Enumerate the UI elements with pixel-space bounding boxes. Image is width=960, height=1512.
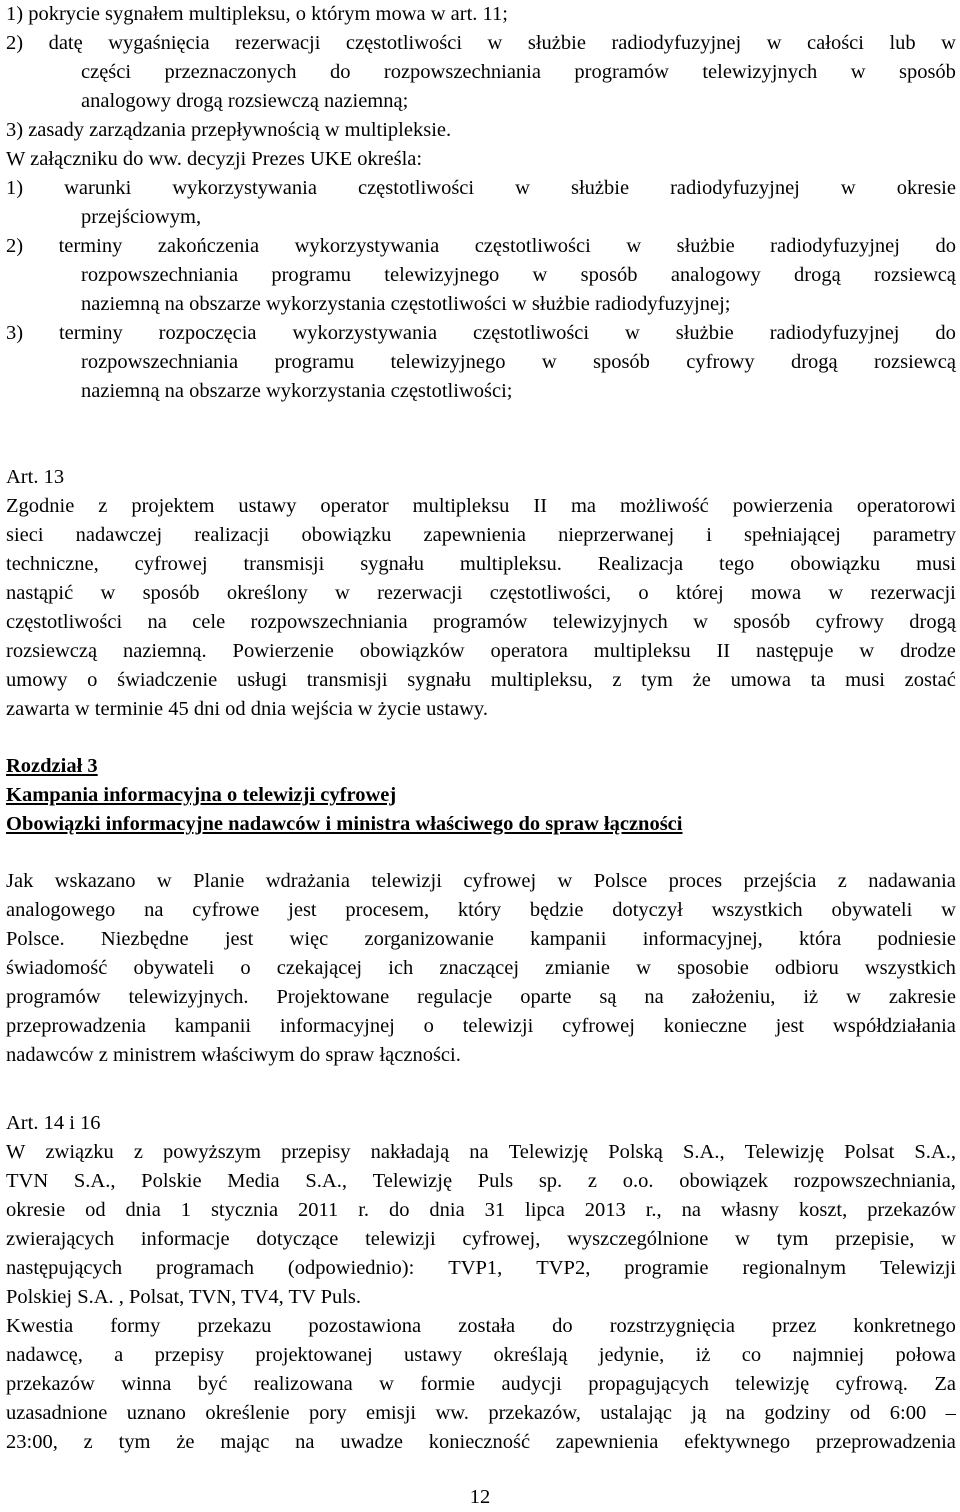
text-line: umowy o świadczenie usługi transmisji sygnału multipleksu, z tym że umowa ta musi zostać — [6, 669, 956, 691]
page-number: 12 — [469, 1486, 491, 1508]
text-line: nastąpić w sposób określony w rezerwacji częstotliwości, o której mowa w rezerwacji — [6, 582, 956, 604]
text-line: 2) terminy zakończenia wykorzystywania częstotliwości w służbie radiodyfuzyjnej do — [6, 235, 956, 257]
text-line: przeprowadzenia kampanii informacyjnej o telewizji cyfrowej konieczne jest współdziałania — [6, 1015, 956, 1037]
text-line: naziemną na obszarze wykorzystania częstotliwości; — [81, 380, 513, 402]
chapter-subtitle-2: Obowiązki informacyjne nadawców i ministra właściwego do spraw łączności — [6, 813, 683, 835]
text-line: przekazów winna być realizowana w formie audycji propagujących telewizję cyfrową. Za — [6, 1373, 956, 1395]
text-line: Polsce. Niezbędne jest więc zorganizowanie kampanii informacyjnej, która podniesie — [6, 928, 956, 950]
article-14-heading: Art. 14 i 16 — [6, 1112, 101, 1134]
text-line: techniczne, cyfrowej transmisji sygnału multipleksu. Realizacja tego obowiązku musi — [6, 553, 956, 575]
text-line: Kwestia formy przekazu pozostawiona została do rozstrzygnięcia przez konkretnego — [6, 1315, 956, 1337]
text-line: nadawcę, a przepisy projektowanej ustawy określają jedynie, iż co najmniej połowa — [6, 1344, 956, 1366]
text-line: nadawców z ministrem właściwym do spraw łączności. — [6, 1044, 461, 1066]
text-line: Zgodnie z projektem ustawy operator multipleksu II ma możliwość powierzenia operatorowi — [6, 495, 956, 517]
chapter-title: Rozdział 3 — [6, 755, 98, 777]
text-line: 1) pokrycie sygnałem multipleksu, o którym mowa w art. 11; — [6, 3, 508, 25]
text-line: sieci nadawczej realizacji obowiązku zapewnienia nieprzerwanej i spełniającej parametry — [6, 524, 956, 546]
text-line: analogowy drogą rozsiewczą naziemną; — [81, 90, 409, 112]
text-line: programów telewizyjnych. Projektowane regulacje oparte są na założeniu, iż w zakresie — [6, 986, 956, 1008]
text-line: przejściowym, — [81, 206, 202, 228]
text-line: Jak wskazano w Planie wdrażania telewizji cyfrowej w Polsce proces przejścia z nadawania — [6, 870, 956, 892]
article-13-heading: Art. 13 — [6, 466, 65, 488]
text-line: W załączniku do ww. decyzji Prezes UKE określa: — [6, 148, 423, 170]
text-line: rozsiewczą naziemną. Powierzenie obowiązków operatora multipleksu II następuje w drodze — [6, 640, 956, 662]
text-line: analogowego na cyfrowe jest procesem, który będzie dotyczył wszystkich obywateli w — [6, 899, 956, 921]
text-line: zawarta w terminie 45 dni od dnia wejścia w życie ustawy. — [6, 698, 488, 720]
text-line: następujących programach (odpowiednio): TVP1, TVP2, programie regionalnym Telewizji — [6, 1257, 956, 1279]
text-line: 23:00, z tym że mając na uwadze konieczność zapewnienia efektywnego przeprowadzenia — [6, 1431, 956, 1453]
text-line: rozpowszechniania programu telewizyjnego w sposób analogowy drogą rozsiewcą — [81, 264, 956, 286]
text-line: uzasadnione uznano określenie pory emisji ww. przekazów, ustalając ją na godziny od 6:00 – — [6, 1402, 956, 1424]
text-line: rozpowszechniania programu telewizyjnego w sposób cyfrowy drogą rozsiewcą — [81, 351, 956, 373]
text-line: części przeznaczonych do rozpowszechniania programów telewizyjnych w sposób — [81, 61, 956, 83]
text-line: 3) zasady zarządzania przepływnością w multipleksie. — [6, 119, 452, 141]
text-line: TVN S.A., Polskie Media S.A., Telewizję Puls sp. z o.o. obowiązek rozpowszechniania, — [6, 1170, 956, 1192]
text-line: W związku z powyższym przepisy nakładają na Telewizję Polską S.A., Telewizję Polsat S.A., — [6, 1141, 956, 1163]
text-line: 2) datę wygaśnięcia rezerwacji częstotliwości w służbie radiodyfuzyjnej w całości lub w — [6, 32, 956, 54]
chapter-subtitle: Kampania informacyjna o telewizji cyfrowej — [6, 784, 397, 806]
text-line: zwierających informacje dotyczące telewizji cyfrowej, wyszczególnione w tym przepisie, w — [6, 1228, 956, 1250]
text-line: 3) terminy rozpoczęcia wykorzystywania częstotliwości w służbie radiodyfuzyjnej do — [6, 322, 956, 344]
text-line: 1) warunki wykorzystywania częstotliwości w służbie radiodyfuzyjnej w okresie — [6, 177, 956, 199]
text-line: naziemną na obszarze wykorzystania częstotliwości w służbie radiodyfuzyjnej; — [81, 293, 731, 315]
text-line: okresie od dnia 1 stycznia 2011 r. do dnia 31 lipca 2013 r., na własny koszt, przekazów — [6, 1199, 956, 1221]
text-line: świadomość obywateli o czekającej ich znaczącej zmianie w sposobie odbioru wszystkich — [6, 957, 956, 979]
text-line: Polskiej S.A. , Polsat, TVN, TV4, TV Puls. — [6, 1286, 362, 1308]
text-line: częstotliwości na cele rozpowszechniania programów telewizyjnych w sposób cyfrowy drogą — [6, 611, 956, 633]
